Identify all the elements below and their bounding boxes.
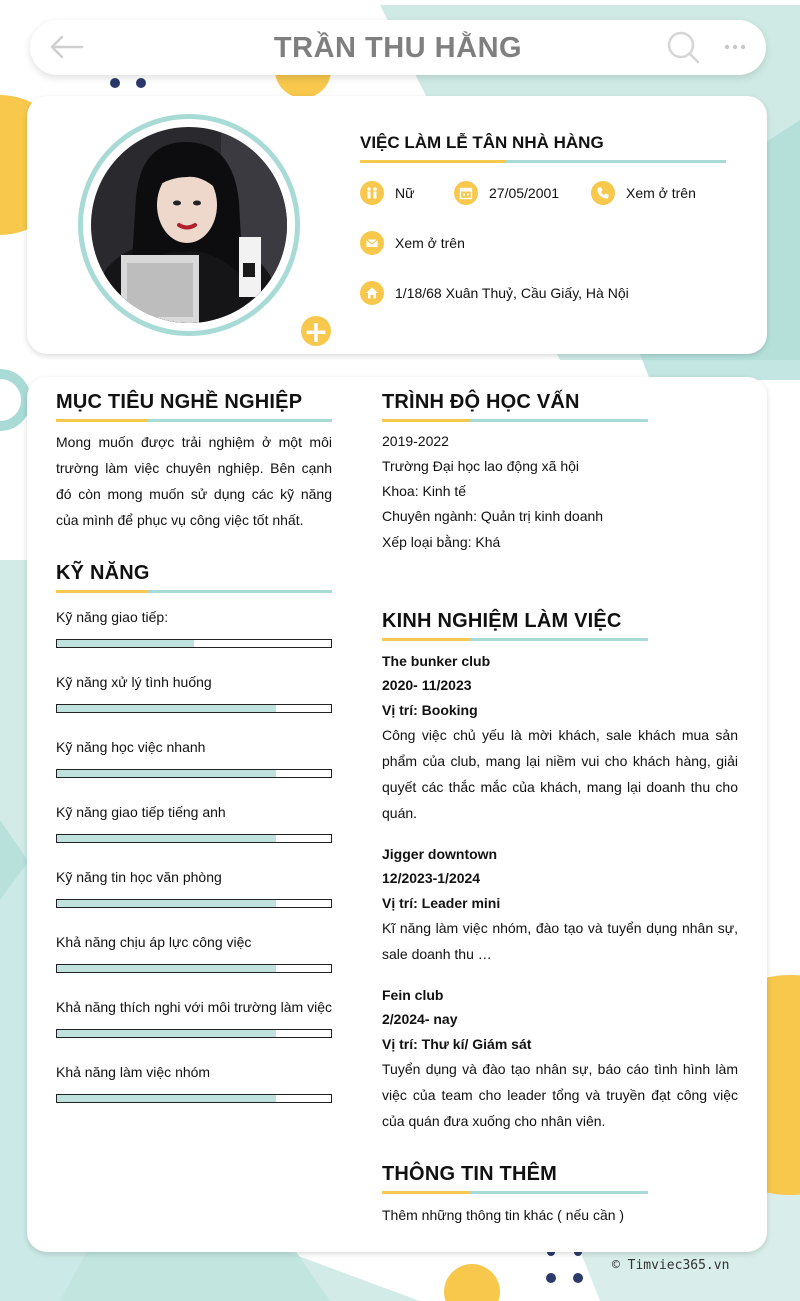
skill-level-bar [56, 1029, 332, 1038]
job-title: VIỆC LÀM LỄ TÂN NHÀ HÀNG [360, 133, 604, 152]
skill-level-bar [56, 1094, 332, 1103]
education-underline [382, 419, 648, 422]
skills-title: KỸ NĂNG [56, 562, 150, 584]
gender-info [360, 181, 414, 205]
job-company: Fein club [382, 987, 444, 1003]
skill-level-fill [57, 835, 276, 842]
address-info [360, 281, 629, 305]
phone-info [591, 181, 696, 205]
skills-underline [56, 590, 332, 593]
skill-level-fill [57, 770, 276, 777]
experience-underline [382, 638, 648, 641]
skill-level-bar [56, 704, 332, 713]
job-position: Vị trí: Leader mini [382, 895, 501, 911]
education-line: Xếp loại bằng: Khá [382, 534, 501, 550]
education-title: TRÌNH ĐỘ HỌC VẤN [382, 391, 580, 413]
profile-card [27, 96, 767, 354]
skill-level-bar [56, 964, 332, 973]
more-options-icon[interactable] [724, 38, 746, 56]
education-line: Chuyên ngành: Quản trị kinh doanh [382, 508, 604, 524]
skill-label: Khả năng chịu áp lực công việc [56, 934, 252, 950]
email-info [360, 231, 465, 255]
objective-text: Mong muốn được trải nghiệm ở một môi trường làm việc chuyên nghiệp. Bên cạnh đó còn mong muốn sử dụng các kỹ năng của mình để phục vụ công việc tốt nhất. [56, 434, 332, 528]
skill-level-fill [57, 965, 276, 972]
resume-body-card [27, 377, 767, 1252]
skill-level-bar [56, 639, 332, 648]
skill-label: Khả năng thích nghi với môi trường làm việc [56, 999, 332, 1015]
email-value: Xem ở trên [395, 235, 465, 251]
job-company: The bunker club [382, 653, 491, 669]
phone-icon [591, 181, 615, 205]
job-position: Vị trí: Booking [382, 702, 478, 718]
job-title-underline [360, 160, 726, 163]
skill-level-bar [56, 899, 332, 908]
add-photo-button[interactable]: + [298, 313, 334, 349]
gender-value: Nữ [395, 185, 415, 201]
objective-title: MỤC TIÊU NGHỀ NGHIỆP [56, 391, 303, 413]
home-icon [360, 281, 384, 305]
mail-icon [360, 231, 384, 255]
skill-level-fill [57, 900, 276, 907]
avatar [91, 127, 287, 323]
skill-label: Khả năng làm việc nhóm [56, 1064, 211, 1080]
education-line: Khoa: Kinh tế [382, 483, 467, 499]
birthday-info [454, 181, 559, 205]
skill-label: Kỹ năng giao tiếp: [56, 609, 169, 625]
job-position: Vị trí: Thư kí/ Giám sát [382, 1036, 532, 1052]
job-company: Jigger downtown [382, 846, 498, 862]
gender-icon [360, 181, 384, 205]
skill-level-fill [57, 1030, 276, 1037]
skill-level-fill [57, 640, 194, 647]
address-value: 1/18/68 Xuân Thuỷ, Cầu Giấy, Hà Nội [395, 285, 629, 301]
education-line: 2019-2022 [382, 433, 449, 449]
avatar-frame [78, 114, 329, 350]
objective-underline [56, 419, 332, 422]
skill-label: Kỹ năng giao tiếp tiếng anh [56, 804, 226, 820]
skill-level-fill [57, 1095, 276, 1102]
phone-value: Xem ở trên [626, 185, 696, 201]
watermark: © Timviec365.vn [612, 1258, 730, 1273]
job-description: Công việc chủ yếu là mời khách, sale khách mua sản phẩm của club, mang lại niềm vui cho khách hàng, giải quyết các thắc mắc của khách, mang lại doanh thu cho quán. [382, 727, 738, 821]
skill-level-fill [57, 705, 276, 712]
experience-title: KINH NGHIỆM LÀM VIỆC [382, 610, 622, 632]
extra-info-underline [382, 1191, 648, 1194]
job-period: 12/2023-1/2024 [382, 870, 481, 886]
job-description: Kĩ năng làm việc nhóm, đào tạo và tuyển dụng nhân sự, sale doanh thu … [382, 920, 738, 962]
skill-label: Kỹ năng học việc nhanh [56, 739, 206, 755]
job-period: 2020- 11/2023 [382, 677, 472, 693]
top-bar [30, 20, 766, 75]
candidate-name: TRẦN THU HẰNG [273, 32, 523, 64]
job-description: Tuyển dụng và đào tạo nhân sự, báo cáo tình hình làm việc của team cho leader tổng và truyền đạt công việc của quán đưa xuống cho nhân viên. [382, 1061, 738, 1129]
skill-label: Kỹ năng tin học văn phòng [56, 869, 222, 885]
education-line: Trường Đại học lao động xã hội [382, 458, 580, 474]
search-icon[interactable] [666, 30, 700, 64]
calendar-icon [454, 181, 478, 205]
extra-info-title: THÔNG TIN THÊM [382, 1163, 558, 1185]
skill-label: Kỹ năng xử lý tình huống [56, 674, 212, 690]
skill-level-bar [56, 834, 332, 843]
skill-level-bar [56, 769, 332, 778]
birthday-value: 27/05/2001 [489, 185, 560, 201]
job-period: 2/2024- nay [382, 1011, 458, 1027]
extra-info-text: Thêm những thông tin khác ( nếu cần ) [382, 1207, 625, 1223]
